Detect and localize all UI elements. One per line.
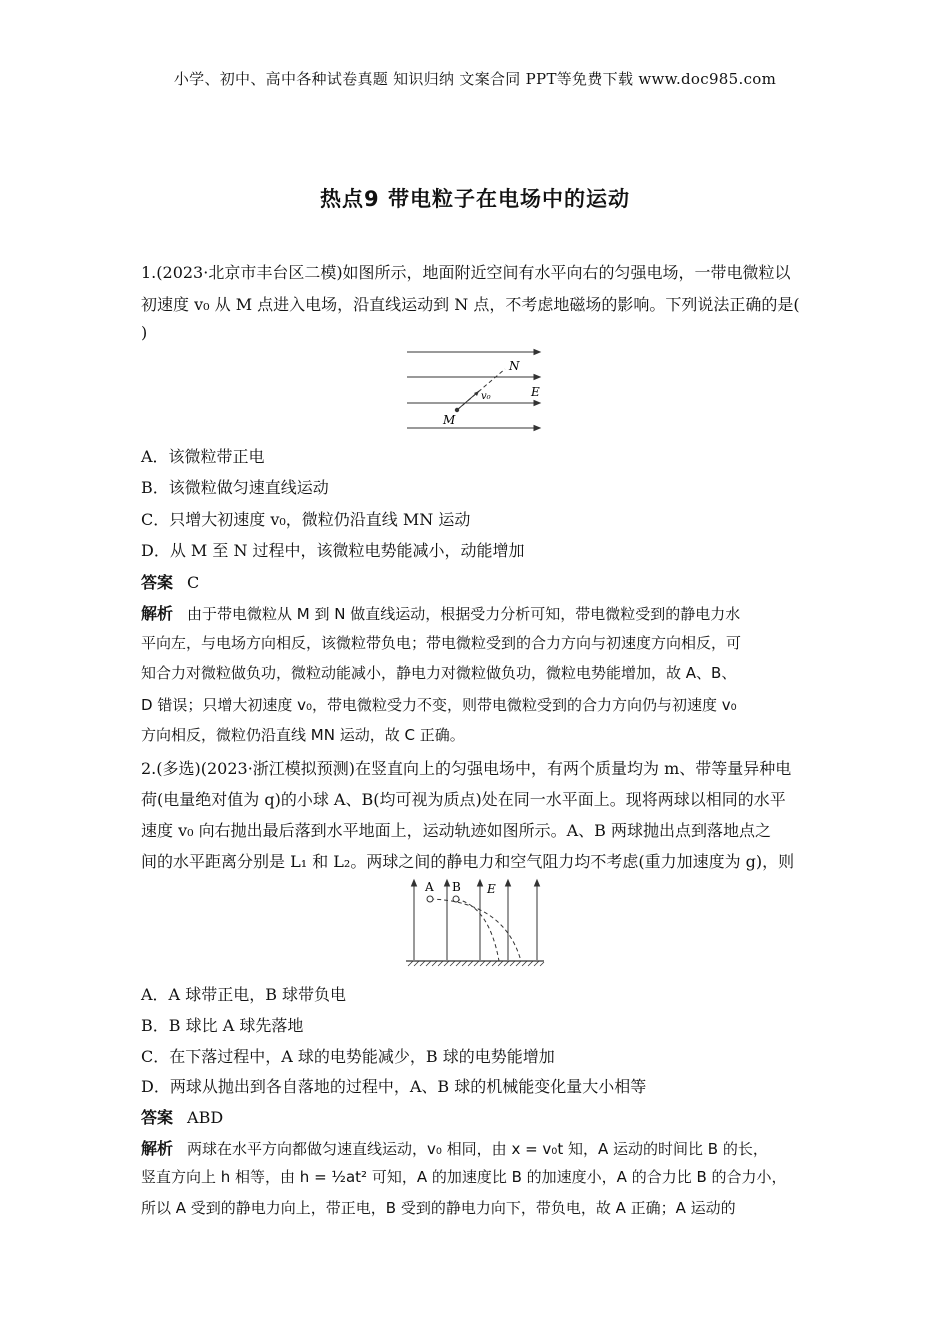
label-v0: v₀ xyxy=(481,391,491,402)
trajectory-a xyxy=(430,899,521,961)
q1-answer xyxy=(141,570,199,593)
q1-option-c: C．只增大初速度 v₀，微粒仍沿直线 MN 运动 xyxy=(141,510,471,529)
q2-stem-line-1: 2.(多选)(2023·浙江模拟预测)在竖直向上的匀强电场中，有两个质量均为 m、带等量异种电 xyxy=(141,759,792,778)
answer-value: ABD xyxy=(187,1108,224,1127)
ball-a xyxy=(427,896,433,902)
q2-analysis-line-2: 竖直方向上 h 相等，由 h = ½at² 可知，A 的加速度比 B 的加速度小，A 的合力比 B 的合力小， xyxy=(141,1168,787,1186)
analysis-text: 由于带电微粒从 M 到 N 做直线运动，根据受力分析可知，带电微粒受到的静电力水 xyxy=(187,605,741,623)
q1-analysis-line-3: 知合力对微粒做负功，微粒动能减小，静电力对微粒做负功，微粒电势能增加，故 A、B、 xyxy=(141,664,737,682)
q1-stem-line-3: ) xyxy=(141,323,148,342)
answer-value: C xyxy=(187,573,200,592)
q2-option-a: A．A 球带正电，B 球带负电 xyxy=(141,985,347,1004)
label-M: M xyxy=(443,413,456,427)
label-N: N xyxy=(509,359,520,373)
q2-analysis-line-3: 所以 A 受到的静电力向上，带正电，B 受到的静电力向下，带负电，故 A 正确；A 运动的 xyxy=(141,1199,736,1217)
trajectory-b xyxy=(456,899,499,961)
q1-option-d: D．从 M 至 N 过程中，该微粒电势能减小，动能增加 xyxy=(141,541,525,560)
q2-option-d: D．两球从抛出到各自落地的过程中，A、B 球的机械能变化量大小相等 xyxy=(141,1077,647,1096)
label-E: E xyxy=(487,882,496,896)
q2-analysis-line-1 xyxy=(141,1136,768,1159)
ball-b xyxy=(453,896,459,902)
analysis-text: 两球在水平方向都做匀速直线运动，v₀ 相同，由 x = v₀t 知，A 运动的时间比 B 的长， xyxy=(187,1140,768,1158)
q1-analysis-line-2: 平向左，与电场方向相反，该微粒带负电；带电微粒受到的合力方向与初速度方向相反，可 xyxy=(141,634,742,652)
q1-option-b: B．该微粒做匀速直线运动 xyxy=(141,478,329,497)
q1-stem-line-2: 初速度 v₀ 从 M 点进入电场，沿直线运动到 N 点，不考虑地磁场的影响。下列说法正确的是( xyxy=(141,295,800,314)
q2-stem-line-3: 速度 v₀ 向右抛出最后落到水平地面上，运动轨迹如图所示。A、B 两球抛出点到落地点之 xyxy=(141,821,772,840)
q1-stem-line-1: 1.(2023·北京市丰台区二模)如图所示，地面附近空间有水平向右的匀强电场，一带电微粒以 xyxy=(141,263,791,282)
answer-label: 答案 xyxy=(141,573,174,592)
analysis-label: 解析 xyxy=(141,1139,174,1158)
analysis-label: 解析 xyxy=(141,604,174,623)
page-title: 热点9 带电粒子在电场中的运动 xyxy=(320,187,630,211)
q2-option-c: C．在下落过程中，A 球的电势能减少，B 球的电势能增加 xyxy=(141,1047,555,1066)
q2-stem-line-4: 间的水平距离分别是 L₁ 和 L₂。两球之间的静电力和空气阻力均不考虑(重力加速度为 g)，则 xyxy=(141,852,795,871)
q1-analysis-line-1 xyxy=(141,601,740,624)
label-A: A xyxy=(425,880,434,894)
q1-analysis-line-5: 方向相反，微粒仍沿直线 MN 运动，故 C 正确。 xyxy=(141,726,465,744)
q1-option-a: A．该微粒带正电 xyxy=(141,447,265,466)
label-E: E xyxy=(531,385,540,399)
label-B: B xyxy=(452,880,461,894)
q1-figure xyxy=(405,346,545,432)
q1-analysis-line-4: D 错误；只增大初速度 v₀，带电微粒受力不变，则带电微粒受到的合力方向仍与初速度 v₀ xyxy=(141,696,737,714)
q2-answer xyxy=(141,1105,223,1128)
q2-option-b: B．B 球比 A 球先落地 xyxy=(141,1016,304,1035)
particle-dot xyxy=(455,408,459,412)
q2-figure xyxy=(404,876,546,970)
answer-label: 答案 xyxy=(141,1108,174,1127)
page-header: 小学、初中、高中各种试卷真题 知识归纳 文案合同 PPT等免费下载 www.doc985.com xyxy=(173,70,777,88)
q2-stem-line-2: 荷(电量绝对值为 q)的小球 A、B(均可视为质点)处在同一水平面上。现将两球以相同的水平 xyxy=(141,790,786,809)
